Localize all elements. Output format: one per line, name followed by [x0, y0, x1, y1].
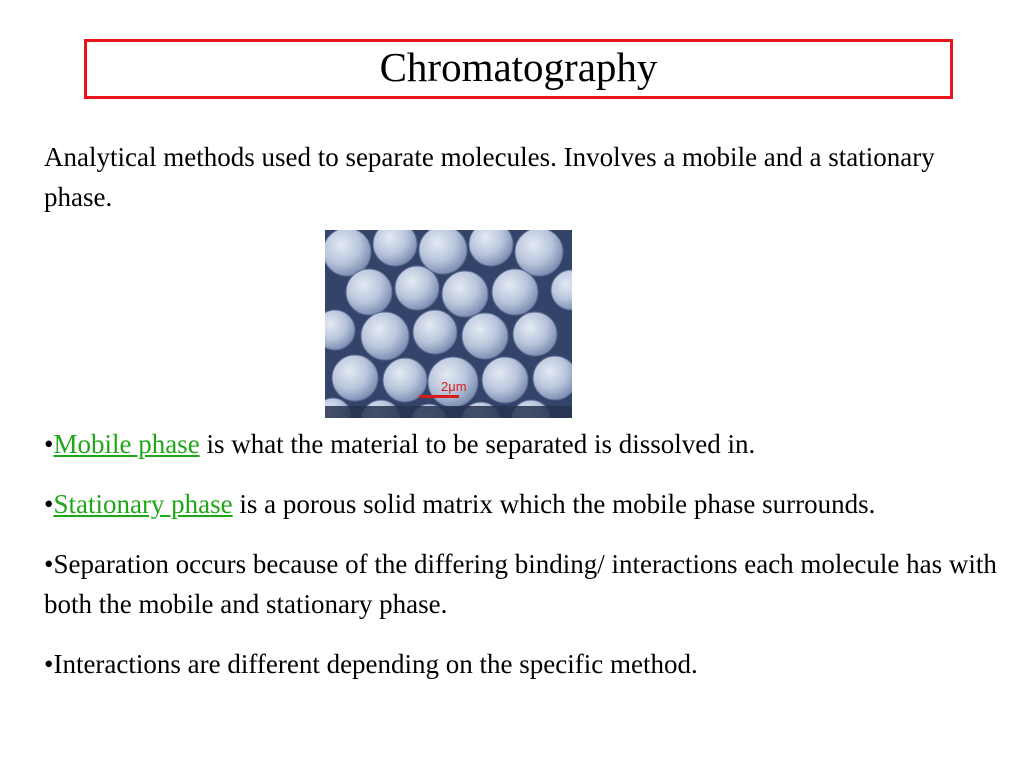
stationary-phase-link[interactable]: Stationary phase: [53, 489, 233, 519]
bullet-text: Separation occurs because of the differing binding/ interactions each molecule has with both the mobile and stationary phase.: [44, 549, 997, 619]
scale-bar: [419, 395, 459, 398]
bullet-marker: •: [44, 549, 54, 579]
intro-paragraph: Analytical methods used to separate molecules. Involves a mobile and a stationary phase.: [44, 142, 935, 212]
slide-title: Chromatography: [379, 44, 658, 90]
scale-label: 2μm: [441, 379, 467, 394]
bullet-marker: •: [44, 429, 54, 459]
bullet-text: is what the material to be separated is dissolved in.: [199, 429, 756, 459]
bullet-interactions: [44, 644, 1004, 684]
micrograph-image: [325, 230, 572, 418]
bullet-marker: •: [44, 489, 54, 519]
bullet-separation: [44, 544, 1004, 624]
bullet-marker: •: [44, 649, 54, 679]
bullet-mobile-phase: [44, 424, 1004, 464]
bullet-text: is a porous solid matrix which the mobile phase surrounds.: [232, 489, 876, 519]
bullet-stationary-phase: [44, 484, 1004, 524]
bullet-list: [44, 424, 1004, 704]
mobile-phase-link[interactable]: Mobile phase: [53, 429, 200, 459]
bullet-text: Interactions are different depending on the specific method.: [53, 649, 698, 679]
micrograph-beads: [325, 230, 572, 418]
title-box: [84, 39, 953, 99]
